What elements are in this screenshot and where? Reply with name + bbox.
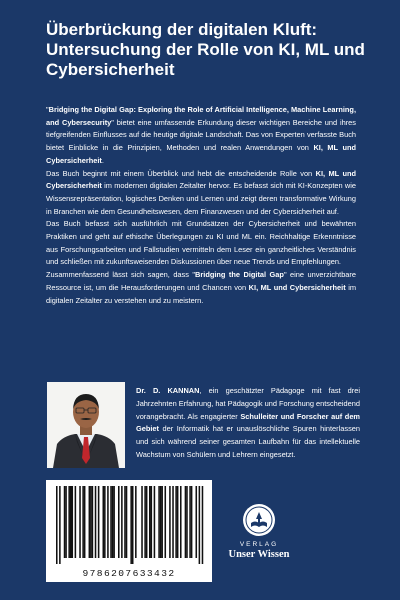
barcode-bar [59,486,61,564]
bio-emphasis: Schulleiter und Forscher auf dem Gebiet [136,411,360,434]
barcode-bar [191,486,193,558]
description-paragraph-2 [46,168,356,219]
barcode-bar [161,486,163,558]
barcode-bar [144,486,146,558]
barcode-bar [146,486,148,558]
barcode-bar [135,486,137,558]
barcode-bar [175,486,177,558]
barcode-bar [154,486,156,558]
barcode-bar [151,486,153,558]
barcode-bar [110,486,112,558]
barcode-bar [141,486,143,558]
barcode-bar [126,486,128,558]
barcode-bar [160,486,162,558]
barcode-bar [165,486,167,558]
barcode-bar [90,486,92,558]
description-paragraph-4 [46,269,356,307]
barcode-bar [113,486,115,558]
publisher-block [226,503,292,560]
barcode-bar [75,486,77,558]
description-emphasis: KI, ML und Cybersicherheit [46,168,356,191]
barcode-bar [92,486,94,558]
description-text: . [101,155,104,165]
description-text: im digitalen Zeitalter zu verstehen und zu meistern. [46,282,356,305]
barcode-bar [79,486,81,558]
book-description [46,104,356,307]
barcode-bar [202,486,204,564]
title-line-1: Überbrückung der digitalen Kluft: [46,20,318,39]
english-book-title: Bridging the Digital Gap: Exploring the Role of Artificial Intelligence, Machine Learning, and Cybersecurity [46,105,356,127]
barcode-bar [103,486,105,558]
barcode-bar [107,486,109,558]
publisher-verlag-label: VERLAG [239,541,279,548]
description-text: im modernen digitalen Zeitalter hervor. Es befasst sich mit KI-Konzepten wie Wissensrepräsentation, logisches Denken und Lernen und zeigt deren transformative Wirkung in Branchen wie dem Gesundheitswesen, dem Finanzwesen und der Cybersicherheit auf. [46,181,356,216]
barcode-bar [104,486,106,558]
quote-mark: " [46,105,49,114]
publisher-logo-icon [242,503,276,537]
author-name: Dr. D. KANNAN [136,386,200,395]
publisher-name: Unser Wissen [228,549,290,560]
barcode-bar [130,486,132,564]
barcode-bar [121,486,123,558]
barcode-bar [199,486,201,564]
title-line-3: Cybersicherheit [46,60,175,79]
description-emphasis: KI, ML und Cybersicherheit [248,282,346,292]
barcode-bar [70,486,72,558]
barcode-bar [180,486,182,558]
barcode-bar [118,486,120,558]
description-text: Das Buch befasst sich ausführlich mit Grundsätzen der Cybersicherheit und bewährten Praktiken und geht auf ethische Überlegungen zu KI und ML ein. Reichhaltige Erkenntnisse aus Forschungsarbeiten und Fallstudien vermitteln dem Leser ein ganzheitliches Verständnis und schließen mit zukunftsweisenden Diskussionen über neue Trends und Empfehlungen. [46,219,356,267]
barcode-bar [82,486,84,558]
description-paragraph-1 [46,104,356,168]
barcode-bar [186,486,188,558]
description-paragraph-3 [46,218,356,269]
author-photo [47,382,125,468]
description-text: bietet eine umfassende Erkundung dieser wichtigen Bereiche und ihres tiefgreifenden Einflusses auf die heutige digitale Landschaft. Das von Experten verfasste Buch bietet Einblicke in die Prinzipien, Methoden und realen Anwendungen von [46,117,356,153]
barcode-bar [68,486,70,558]
barcode-bar [132,486,134,564]
barcode-bar [64,486,66,558]
barcode-bar [124,486,126,558]
isbn-number: 9786207633432 [82,568,176,579]
barcode-bar [95,486,97,558]
barcode-bar [112,486,114,558]
quote-mark: " [111,117,114,127]
barcode-bar [196,486,198,558]
description-emphasis: Bridging the Digital Gap [195,270,284,280]
book-title [46,20,366,80]
description-text: " eine unverzichtbare Ressource ist, um die Herausforderungen und Chancen von [46,270,356,292]
barcode-bar [172,486,174,558]
description-emphasis: KI, ML und Cybersicherheit [46,143,356,165]
barcode-bar [149,486,151,558]
barcode-bar [72,486,74,558]
barcode-bar [169,486,171,558]
barcode-bar [56,486,58,564]
barcode-bar [98,486,100,558]
bio-text: , ein geschätzter Pädagoge mit fast drei Jahrzehnten Erfahrung, hat Pädagogik und Forschung entscheidend vorangebracht. Als engagierter [136,386,360,421]
description-text: Das Buch beginnt mit einem Überblick und hebt die entscheidende Rolle von [46,168,316,178]
barcode-bar [84,486,86,558]
isbn-barcode [46,480,212,582]
barcode-bar [185,486,187,558]
bio-text: der Informatik hat er unauslöschliche Spuren hinterlassen und sich während seiner gesamten Laufbahn für das intellektuelle Wachstum von Schülern und Lehrern eingesetzt. [136,424,360,459]
barcode-bar [189,486,191,558]
barcode-bar [89,486,91,558]
barcode-bars [46,480,212,566]
title-line-2: Untersuchung der Rolle von KI, ML und [46,40,365,59]
barcode-bar [177,486,179,558]
barcode-bar [65,486,67,558]
barcode-bar [158,486,160,558]
description-text: Zusammenfassend lässt sich sagen, dass " [46,270,196,280]
author-bio [136,385,360,462]
